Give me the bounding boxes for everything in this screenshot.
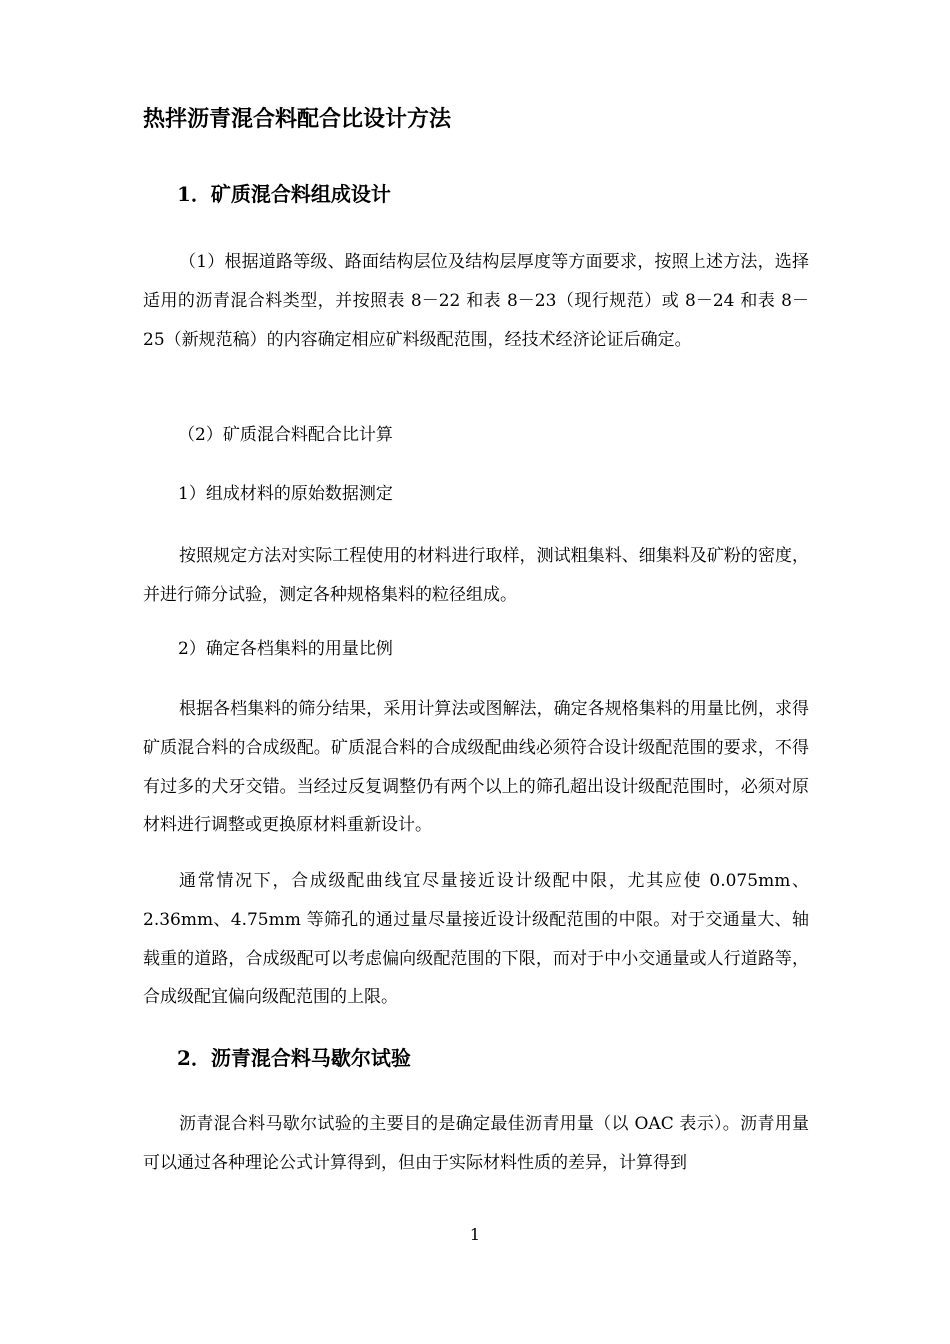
paragraph-4: 按照规定方法对实际工程使用的材料进行取样，测试粗集料、细集料及矿粉的密度，并进行筛分试验，测定各种规格集料的粒径组成。 xyxy=(143,546,809,605)
subheading-5: 2）确定各档集料的用量比例 xyxy=(178,639,393,659)
page-number: 1 xyxy=(469,1225,481,1244)
section-heading-2: 2．沥青混合料马歇尔试验 xyxy=(177,1046,411,1070)
paragraph-6: 根据各档集料的筛分结果，采用计算法或图解法，确定各规格集料的用量比例，求得矿质混合料的合成级配。矿质混合料的合成级配曲线必须符合设计级配范围的要求，不得有过多的犬牙交错。当经过反复调整仍有两个以上的筛孔超出设计级配范围时，必须对原材料进行调整或更换原材料重新设计。 xyxy=(143,699,809,836)
section-heading-1: 1．矿质混合料组成设计 xyxy=(177,182,391,206)
subheading-2: （2）矿质混合料配合比计算 xyxy=(178,425,393,445)
paragraph-7: 通常情况下，合成级配曲线宜尽量接近设计级配中限，尤其应使 0.075mm、2.36mm、4.75mm 等筛孔的通过量尽量接近设计级配范围的中限。对于交通量大、轴载重的道路，合成级配可以考虑偏向级配范围的下限，而对于中小交通量或人行道路等，合成级配宜偏向级配范围的上限。 xyxy=(143,871,809,1008)
paragraph-8: 沥青混合料马歇尔试验的主要目的是确定最佳沥青用量（以 OAC 表示）。沥青用量可以通过各种理论公式计算得到，但由于实际材料性质的差异，计算得到 xyxy=(143,1114,809,1173)
paragraph-1: （1）根据道路等级、路面结构层位及结构层厚度等方面要求，按照上述方法，选择适用的沥青混合料类型，并按照表 8－22 和表 8－23（现行规范）或 8－24 和表 8－25（新规范稿）的内容确定相应矿料级配范围，经技术经济论证后确定。 xyxy=(143,252,809,350)
subheading-3: 1）组成材料的原始数据测定 xyxy=(178,484,393,504)
document-title: 热拌沥青混合料配合比设计方法 xyxy=(143,106,452,132)
